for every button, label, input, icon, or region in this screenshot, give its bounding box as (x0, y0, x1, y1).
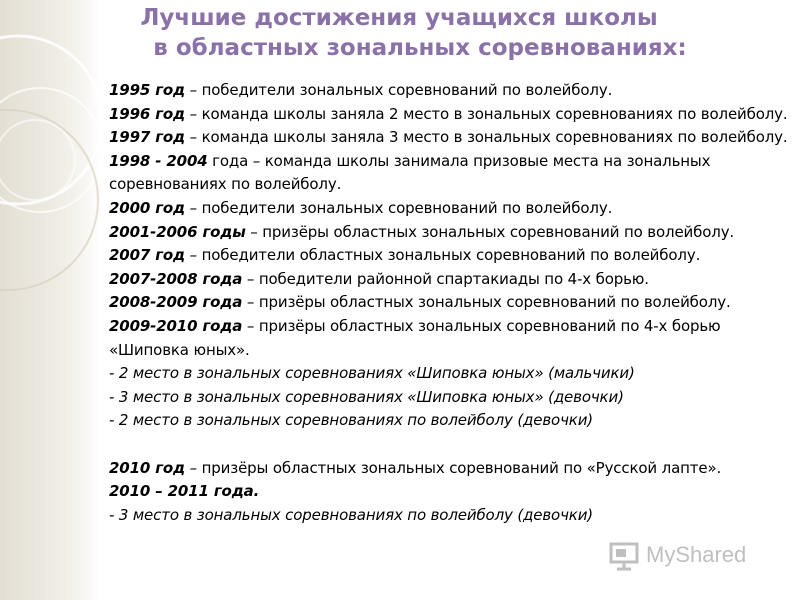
sub-item: - 2 место в зональных соревнованиях по волейболу (девочки) (109, 411, 593, 430)
item-text: – призёры областных зональных соревнований по «Русской лапте». (185, 458, 722, 477)
year-label: 2007-2008 года (109, 269, 243, 288)
item-text: – призёры областных зональных соревнований по волейболу. (242, 293, 731, 312)
year-label: 2000 год (109, 198, 186, 217)
item-text: – призёры областных зональных соревнований по волейболу. (245, 222, 735, 241)
watermark-text: MyShared (646, 542, 747, 567)
list-item (109, 197, 793, 221)
year-label: 1998 - 2004 (109, 151, 208, 170)
list-item (109, 291, 793, 315)
list-item (109, 150, 793, 197)
item-text: – команда школы заняла 2 место в зональных соревнованиях по волейболу. (185, 104, 788, 123)
list-item (109, 126, 793, 150)
decorative-rings (0, 0, 120, 600)
title-line-2: в областных зональных соревнованиях: (153, 35, 687, 61)
watermark (606, 536, 766, 576)
item-text: – призёры областных зональных соревнований по 4-х борью «Шиповка юных». (109, 316, 721, 359)
year-label: 2008-2009 года (109, 293, 243, 312)
year-label: 2010 год (109, 458, 186, 477)
item-text: – победители зональных соревнований по волейболу. (185, 198, 613, 217)
year-label: 2009-2010 года (109, 316, 243, 335)
list-item (109, 268, 793, 292)
item-text: – победители зональных соревнований по волейболу. (185, 81, 613, 99)
year-label: 1997 год (109, 128, 186, 147)
list-item (109, 480, 793, 504)
page-title (0, 3, 800, 63)
list-item (109, 79, 793, 103)
year-label: 2007 год (109, 246, 186, 265)
year-label: 1995 год (109, 81, 186, 99)
year-label: 1996 год (109, 104, 186, 123)
item-text: – победители районной спартакиады по 4-х борью. (242, 269, 649, 288)
presentation-icon (608, 538, 642, 572)
list-item (109, 244, 793, 268)
list-item (109, 457, 793, 481)
title-line-1: Лучшие достижения учащихся школы (140, 5, 658, 31)
item-text: – победители областных зональных соревнований по волейболу. (185, 246, 701, 265)
list-item (109, 315, 793, 362)
achievements-list (109, 79, 793, 527)
item-text: года – команда школы занимала призовые места на зональных соревнованиях по волейболу. (109, 151, 711, 194)
sub-item: - 3 место в зональных соревнованиях по волейболу (девочки) (109, 505, 593, 524)
year-label: 2001-2006 годы (109, 222, 246, 241)
list-item (109, 103, 793, 127)
item-text: – команда школы заняла 3 место в зональных соревнованиях по волейболу. (185, 128, 788, 147)
sub-item: - 3 место в зональных соревнованиях «Шиповка юных» (девочки) (109, 387, 624, 406)
sub-item: - 2 место в зональных соревнованиях «Шиповка юных» (мальчики) (109, 364, 635, 383)
list-item (109, 221, 793, 245)
spacer (109, 433, 793, 457)
year-label: 2010 – 2011 года. (109, 482, 260, 501)
